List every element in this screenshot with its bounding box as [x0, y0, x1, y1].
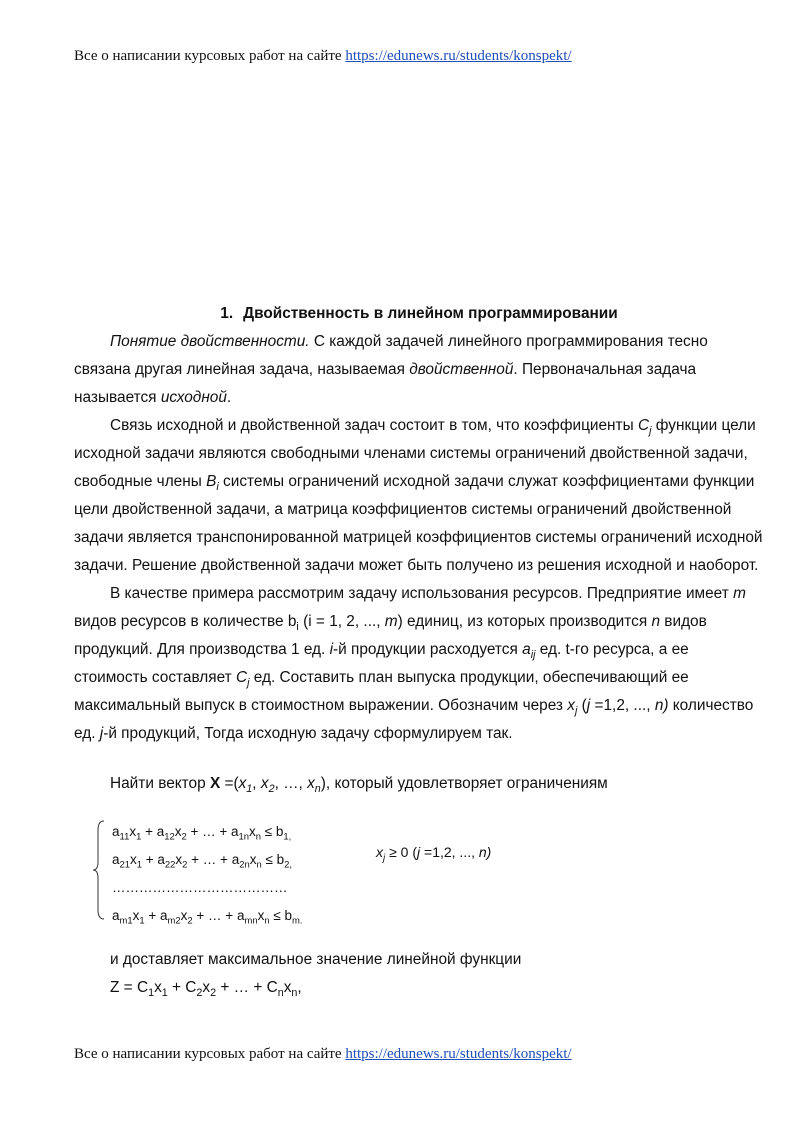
section-title-text: Двойственность в линейном программировании [243, 305, 618, 322]
section-number: 1. [220, 305, 234, 322]
paragraph-definition: Понятие двойственности. С каждой задачей линейного программирования тесно связана другая линейная задача, называемая двойственной. Первоначальная задача называется исходной. [74, 333, 708, 406]
paragraph-relation: Связь исходной и двойственной задач состоит в том, что коэффициенты $C_j$ функции цели исходной задачи являются свободными членами системы ограничений двойственной задачи, свободные члены $B_i$ системы ограничений исходной задачи служат коэффициентами функции цели двойственной задачи, а матрица коэффициентов системы ограничений двойственной задачи является транспонированной матрицей коэффициентов системы ограничений исходной задачи. Решение двойственной задачи может быть получено из решения исходной и наоборот. [74, 417, 763, 574]
paragraph-find-vector: Найти вектор $X =(x_1$, $x_2$, …, $x_n$), который удовлетворяет ограничениям [110, 775, 608, 796]
page-footer [74, 1046, 572, 1063]
page-header [74, 48, 572, 65]
objective-function: $Z = C_1x_1 + C_2x_2$ + … + $C_nx_n$, [110, 979, 302, 1000]
footer-link[interactable]: https://edunews.ru/students/konspekt/ [345, 1046, 572, 1062]
constraint-system [74, 818, 764, 927]
header-link[interactable]: https://edunews.ru/students/konspekt/ [345, 48, 572, 64]
left-brace-icon [92, 820, 106, 920]
document-body [74, 300, 764, 1002]
paragraph-objective-intro: и доставляет максимальное значение линейной функции [110, 951, 522, 968]
footer-text: Все о написании курсовых работ на сайте [74, 1046, 346, 1062]
header-text: Все о написании курсовых работ на сайте [74, 48, 346, 64]
constraint-row-2: $a_{21}x_1 + a_{22}x_2$ + … + $a_{2n}x_n \le b_{2,}$ [112, 852, 292, 871]
section-title [74, 300, 764, 328]
constraint-row-ellipsis: ………………………………… [112, 880, 288, 895]
paragraph-example: В качестве примера рассмотрим задачу использования ресурсов. Предприятие имеет m видов ресурсов в количестве $b_i$ (i = 1, 2, ..., m) единиц, из которых производится n видов продукций. Для производства 1 ед. i-й продукции расходуется $a_{ij}$ ед. t-го ресурса, а ее стоимость составляет $C_j$ ед. Составить план выпуска продукции, обеспечивающий ее максимальный выпуск в стоимостном выражении. Обозначим через $x_j$ (j =1,2, ..., n) количество ед. j-й продукций, Тогда исходную задачу сформулируем так. [74, 585, 754, 742]
constraint-row-1: $a_{11}x_1 + a_{12}x_2$ + … + $a_{1n}x_n \le b_{1,}$ [112, 824, 292, 843]
nonnegativity-condition: $x_j \ge 0$ (j =1,2, ..., n) [376, 844, 492, 864]
constraint-row-m: $a_{m1}x_1 + a_{m2}x_2$ + … + $a_{mn}x_n \le b_{m.}$ [112, 908, 303, 927]
